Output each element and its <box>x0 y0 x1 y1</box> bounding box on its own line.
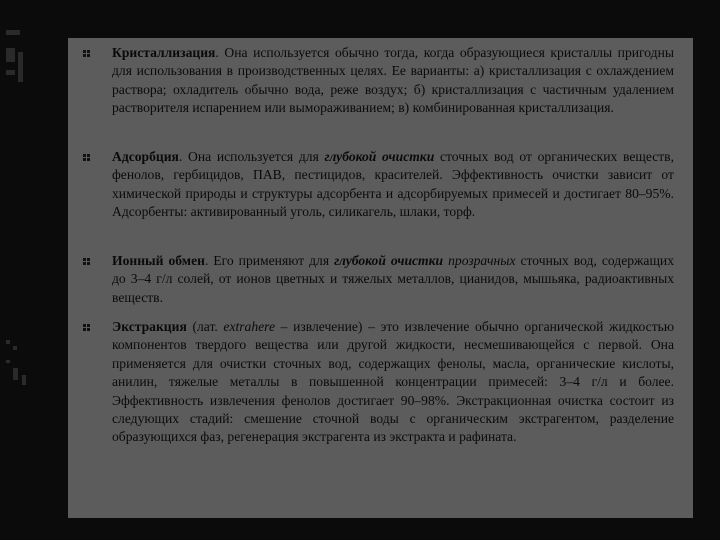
square-bullet-icon <box>83 50 90 57</box>
term-label: Экстракция <box>112 319 187 334</box>
italic-text: extrahere <box>223 319 276 334</box>
list-item-text <box>112 148 674 222</box>
item-body: сточных вод от органических веществ, фенолов, гербицидов, ПАВ, пестицидов, красителей. Эффективность очистки зависит от химической природы и структуры адсорбента и адсорбируемых примесей и достигает 80–95%. Адсорбенты: активированный уголь, силикагель, шлаки, торф. <box>112 149 674 220</box>
item-body: . Его применяют для <box>204 253 335 268</box>
square-bullet-icon <box>83 258 90 265</box>
item-body: – извлечение) – это извлечение обычно органической жидкостью компонентов твердого вещества или другой жидкости, несмешивающейся с первой. Она применяется для очистки сточных вод, содержащих фенолы, масла, органические кислоты, анилин, тяжелые металлы в повышенной концентрации примесей: 3–4 г/л и более. Эффективность извлечения фенолов достигает 90–98%. Экстракционная очистка состоит из следующих стадий: смешение сточной воды с органическим экстрагентом, разделение образующихся фаз, регенерация экстрагента из экстракта и рафината. <box>112 319 675 445</box>
item-body: сточных вод, содержащих до 3–4 г/л солей, от ионов цветных и тяжелых металлов, цианидов, мышьяка, радиоактивных веществ. <box>112 253 674 305</box>
emphasis-text: глубокой очистки <box>334 253 444 268</box>
item-body: . Она используется обычно тогда, когда образующиеся кристаллы пригодны для использования в производственных целях. Ее варианты: а) кристаллизация с охлаждением раствора; охладитель обычно вода, реже воздух; б) кристаллизация с частичным удалением растворителя испарением или вымораживанием; в) комбинированная кристаллизация. <box>112 45 674 116</box>
square-bullet-icon <box>83 154 90 161</box>
emphasis-text: глубокой очистки <box>324 149 435 164</box>
italic-text: прозрачных <box>443 253 516 268</box>
square-bullet-icon <box>83 324 90 331</box>
list-item-text <box>112 44 674 118</box>
term-label: Ионный обмен <box>112 253 205 268</box>
content-panel <box>68 38 693 518</box>
item-body: (лат. <box>186 319 224 334</box>
term-label: Кристаллизация <box>112 45 216 60</box>
list-item-text <box>112 318 674 447</box>
term-label: Адсорбция <box>112 149 179 164</box>
side-decoration <box>0 0 40 540</box>
item-body: . Она используется для <box>178 149 325 164</box>
list-item-text <box>112 252 674 307</box>
